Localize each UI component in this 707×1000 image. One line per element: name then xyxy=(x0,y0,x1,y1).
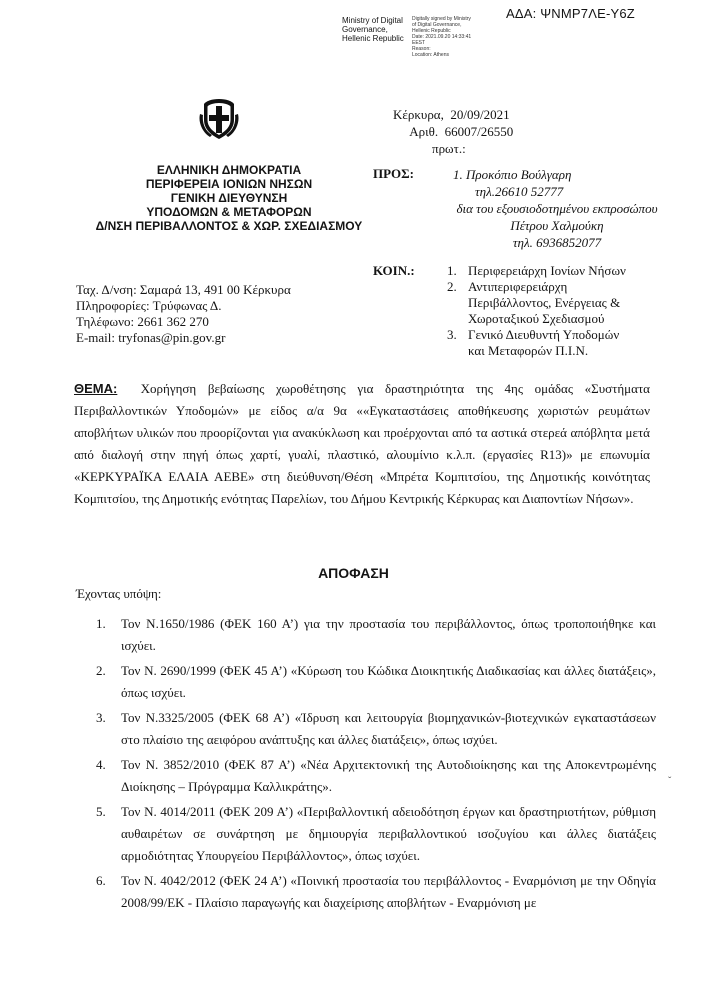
consideration-item xyxy=(96,660,656,704)
number-label: Αριθ. xyxy=(409,124,439,139)
protocol-label: πρωτ.: xyxy=(432,141,466,156)
cc-text xyxy=(468,327,619,359)
item-text: Τον Ν. 2690/1999 (ΦΕΚ 45 Α’) «Κύρωση του Κώδικα Διοικητικής Διαδικασίας και άλλες διατάξεις», όπως ισχύει. xyxy=(121,663,656,700)
signature-detail-line: Digitally signed by Ministry xyxy=(412,16,471,22)
cc-item xyxy=(447,279,687,327)
signature-detail-line: Hellenic Republic xyxy=(412,28,451,34)
signature-detail-line: Reason: xyxy=(412,46,431,52)
authority-line: ΠΕΡΙΦΕΡΕΙΑ ΙΟΝΙΩΝ ΝΗΣΩΝ xyxy=(145,177,313,191)
representative-name: Πέτρου Χαλμούκη xyxy=(510,218,604,233)
protocol-number-row xyxy=(393,123,513,140)
authority-line: ΕΛΛΗΝΙΚΗ ΔΗΜΟΚΡΑΤΙΑ xyxy=(156,163,302,177)
cc-item xyxy=(447,263,687,279)
place-date-block xyxy=(393,106,513,157)
signature-line: Hellenic Republic xyxy=(342,34,404,43)
item-number: 4. xyxy=(96,757,106,772)
signature-detail-line: of Digital Governance, xyxy=(412,22,462,28)
consideration-item xyxy=(96,801,656,867)
contact-address: Ταχ. Δ/νση: Σαμαρά 13, 491 00 Κέρκυρα xyxy=(76,282,291,297)
scan-mark-icon: ˇ xyxy=(668,776,672,787)
item-number: 3. xyxy=(96,710,106,725)
authority-header xyxy=(58,163,400,233)
place: Κέρκυρα, xyxy=(393,107,444,122)
signature-detail-line: Date: 2021.09.20 14:33:41 xyxy=(412,34,472,40)
item-text: Τον Ν. 4014/2011 (ΦΕΚ 209 Α’) «Περιβαλλοντική αδειοδότηση έργων και δραστηριοτήτων, ρύθμιση αυθαιρέτων σε συνάρτηση με δημιουργία περιβαλλοντικού ισοζυγίου και άλλες διατάξεις αρμοδιότητας Υπουργείου Περιβάλλοντος», όπως ισχύει. xyxy=(121,804,656,863)
representative-phone: τηλ. 6936852077 xyxy=(512,235,602,250)
subject-paragraph xyxy=(74,378,650,510)
cc-line: Γενικό Διευθυντή Υποδομών xyxy=(468,327,620,342)
signature-detail-line: Location: Athens xyxy=(412,52,449,58)
digital-signature-details xyxy=(412,16,471,58)
cc-item xyxy=(447,327,687,359)
cc-text xyxy=(468,279,620,327)
recipient-block xyxy=(427,166,687,251)
considerations-list xyxy=(96,613,656,917)
to-label: ΠΡΟΣ: xyxy=(373,166,414,181)
item-number: 5. xyxy=(96,804,106,819)
having-regard-label: Έχοντας υπόψη: xyxy=(76,586,162,601)
subject-label: ΘΕΜΑ: xyxy=(74,381,118,396)
cc-number: 1. xyxy=(447,263,457,278)
contact-info: Πληροφορίες: Τρύφωνας Δ. xyxy=(76,298,222,313)
consideration-item xyxy=(96,870,656,914)
item-number: 2. xyxy=(96,663,106,678)
subject-text: Χορήγηση βεβαίωσης χωροθέτησης για δραστηριότητα της 4ης ομάδας «Συστήματα Περιβαλλοντικών Υποδομών» με είδος α/α 9α ««Εγκαταστάσεις αποθήκευσης χωριστών ρευμάτων αποβλήτων υλικών που προορίζονται για ανακύκλωση και προέρχονται από τα αστικά στερεά απόβλητα μετά από διαλογή στην πηγή όπως χαρτί, γυαλί, πλαστικό, αλουμίνιο κ.λ.π. (εργασίες R13)» με επωνυμία «ΚΕΡΚΥΡΑΪΚΑ ΕΛΑΙΑ ΑΕΒΕ» στη διεύθυνση/Θέση «Μπρέτα Κομπιτσίου, της Δημοτικής κοινότητας Κομπιτσίου, της Δημοτικής ενότητας Παρελίων, του Δήμου Κεντρικής Κέρκυρας και Διαποντίων Νήσων». xyxy=(74,381,650,506)
cc-number: 2. xyxy=(447,279,457,294)
signature-line: Ministry of Digital xyxy=(342,16,403,25)
contact-email: E-mail: tryfonas@pin.gov.gr xyxy=(76,330,226,345)
contact-block xyxy=(76,282,291,346)
cc-text xyxy=(468,263,626,279)
consideration-item xyxy=(96,613,656,657)
item-text: Τον Ν.3325/2005 (ΦΕΚ 68 Α’) «Ίδρυση και λειτουργία βιομηχανικών-βιοτεχνικών εγκαταστάσεων στο πλαίσιο της αειφόρου ανάπτυξης και άλλες διατάξεις», όπως ισχύει. xyxy=(121,710,656,747)
place-date-row xyxy=(393,106,513,123)
cc-number: 3. xyxy=(447,327,457,342)
recipient-phone: τηλ.26610 52777 xyxy=(475,184,564,199)
cc-line: Χωροταξικού Σχεδιασμού xyxy=(468,311,605,326)
date: 20/09/2021 xyxy=(450,107,510,122)
item-number: 1. xyxy=(96,616,106,631)
cc-list xyxy=(447,263,687,359)
signature-line: Governance, xyxy=(342,25,388,34)
cc-line: Περιφερειάρχη Ιονίων Νήσων xyxy=(468,263,626,278)
consideration-item xyxy=(96,754,656,798)
ada-code: ΑΔΑ: ΨΝΜΡ7ΛΕ-Υ6Ζ xyxy=(506,6,635,21)
authority-line: Δ/ΝΣΗ ΠΕΡΙΒΑΛΛΟΝΤΟΣ & ΧΩΡ. ΣΧΕΔΙΑΣΜΟΥ xyxy=(95,219,363,233)
authority-line: ΥΠΟΔΟΜΩΝ & ΜΕΤΑΦΟΡΩΝ xyxy=(146,205,312,219)
decision-heading: ΑΠΟΦΑΣΗ xyxy=(318,565,389,581)
item-number: 6. xyxy=(96,873,106,888)
cc-line: και Μεταφορών Π.Ι.Ν. xyxy=(468,343,589,358)
via-representative: δια του εξουσιοδοτημένου εκπροσώπου xyxy=(456,201,658,216)
signature-detail-line: EEST xyxy=(412,40,426,46)
contact-phone: Τηλέφωνο: 2661 362 270 xyxy=(76,314,209,329)
cc-label: ΚΟΙΝ.: xyxy=(373,263,415,278)
authority-line: ΓΕΝΙΚΗ ΔΙΕΥΘΥΝΣΗ xyxy=(170,191,288,205)
digital-signature-signer xyxy=(342,16,404,43)
cc-line: Περιβάλλοντος, Ενέργειας & xyxy=(468,295,621,310)
item-text: Τον Ν. 4042/2012 (ΦΕΚ 24 Α’) «Ποινική προστασία του περιβάλλοντος - Εναρμόνιση με την Οδηγία 2008/99/ΕΚ - Πλαίσιο παραγωγής και διαχείρισης αποβλήτων - Εναρμόνιση με xyxy=(121,873,656,910)
cc-line: Αντιπεριφερειάρχη xyxy=(468,279,568,294)
protocol-number: 66007/26550 xyxy=(444,124,514,139)
protocol-row xyxy=(393,140,513,157)
item-text: Τον Ν.1650/1986 (ΦΕΚ 160 Α’) για την προστασία του περιβάλλοντος, όπως τροποποιήθηκε και ισχύει. xyxy=(121,616,656,653)
greek-emblem-icon xyxy=(196,96,242,142)
item-text: Τον Ν. 3852/2010 (ΦΕΚ 87 Α’) «Νέα Αρχιτεκτονική της Αυτοδιοίκησης και της Αποκεντρωμένης Διοίκησης – Πρόγραμμα Καλλικράτης». xyxy=(121,757,656,794)
recipient-name: 1. Προκόπιο Βούλγαρη xyxy=(453,167,572,182)
consideration-item xyxy=(96,707,656,751)
